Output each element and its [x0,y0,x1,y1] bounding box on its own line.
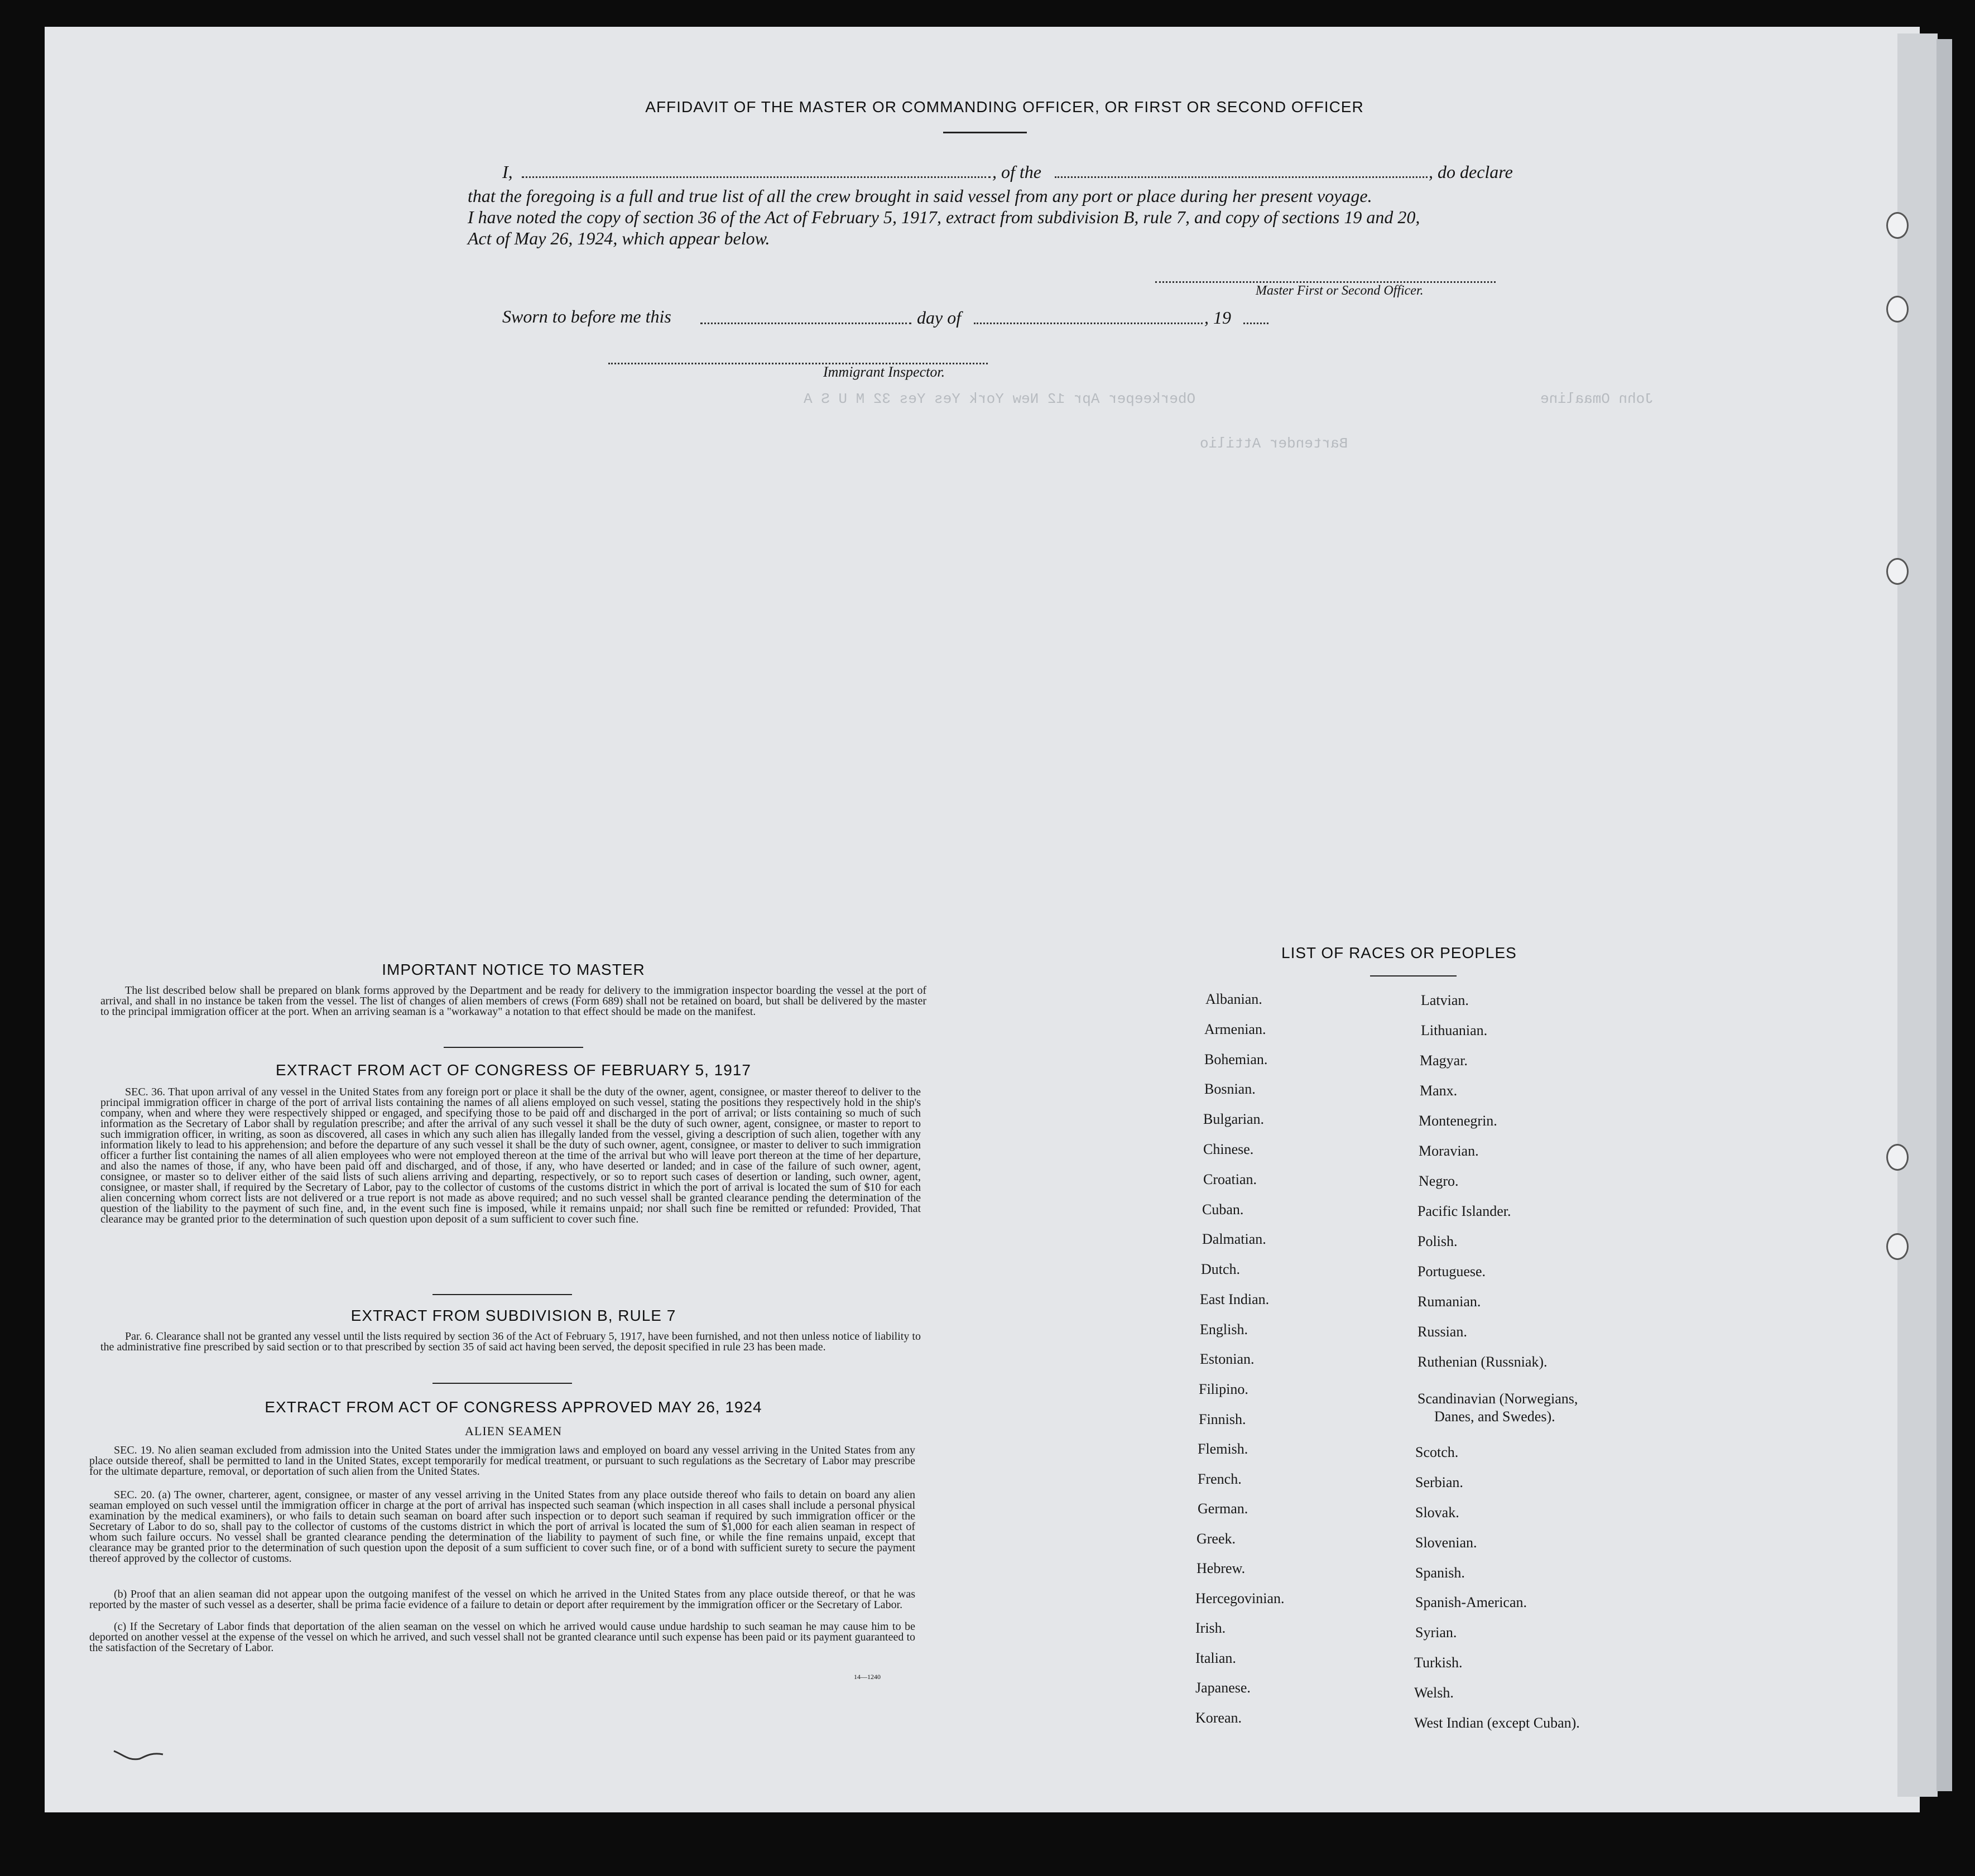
race-item: Japanese. [1195,1680,1251,1696]
officer-caption: Master First or Second Officer. [1256,283,1424,298]
race-item: Hercegovinian. [1195,1590,1285,1606]
underlying-page-edge-dark [1936,39,1952,1791]
race-item: Danes, and Swedes). [1434,1408,1555,1425]
race-item: Negro. [1419,1173,1459,1189]
hole-punch [1886,212,1909,239]
race-item: Filipino. [1199,1381,1248,1397]
affidavit-i-label: I, [502,162,513,182]
races-title-rule [1370,975,1457,977]
race-item: Serbian. [1415,1474,1463,1490]
pencil-mark [112,1747,167,1763]
sec-20a-text: SEC. 20. (a) The owner, charterer, agent, consignee, or master of any vessel arriving in the United States from any place outside thereof who fails to detain on board any alien seaman employed on such vessel until the immigration officer in charge at the port of arrival has inspected such seaman (which inspection in all cases shall include a personal physical examination by the medical examiners), or who fails to detain such seaman on board after such inspection or to deport such seaman if required by such immigration officer or the Secretary of Labor to do so, shall pay to the collector of customs of the customs district in which the port of arrival is located the sum of $1,000 for each alien seaman in respect of whom such failure occurs. No vessel shall be granted clearance pending the determination of the liability to payment of such fine, or while the fine remains unpaid, except that clearance may be granted prior to the determination of such question upon the deposit of a sum sufficient to cover such fine, or of a bond with sufficient surety to secure the payment thereof approved by the collector of customs. [89,1489,915,1565]
race-item: Irish. [1195,1620,1226,1636]
inspector-caption: Immigrant Inspector. [823,364,945,380]
name-blank [522,176,991,178]
hole-punch [1886,1233,1909,1260]
race-item: Ruthenian (Russniak). [1417,1354,1548,1370]
race-item: East Indian. [1200,1291,1270,1307]
race-item: Montenegrin. [1419,1113,1497,1129]
race-item: French. [1198,1471,1242,1487]
race-item: Latvian. [1421,992,1469,1008]
race-item: Estonian. [1200,1351,1255,1367]
sec-20b-text: (b) Proof that an alien seaman did not appear upon the outgoing manifest of the vessel on which he arrived in the United States from any place outside thereof, or that he was reported by the master of such vessel as a deserter, shall be prima facie evidence of a failure to detain or deport after requirement by the immigration officer or the Secretary of Labor. [89,1588,915,1611]
affidavit-declare-label: , do declare [1429,162,1513,182]
sec-20c-text: (c) If the Secretary of Labor finds that deportation of the alien seaman on the vessel on which he arrived would cause undue hardship to such seaman he may cause him to be deported on another vessel at the expense of the vessel on which he arrived, and such vessel shall not be granted clearance until such expense has been paid or its payment guaranteed to the satisfaction of the Secretary of Labor. [89,1620,915,1654]
affidavit-line-2: that the foregoing is a full and true list of all the crew brought in said vessel from any port or place during her present voyage. [468,186,1372,206]
races-title: LIST OF RACES OR PEOPLES [1281,944,1517,961]
race-item: Cuban. [1202,1201,1244,1218]
race-item: Portuguese. [1417,1263,1486,1279]
officer-signature-line [1155,281,1496,283]
race-item: Italian. [1195,1650,1236,1666]
race-item: Bosnian. [1204,1081,1256,1097]
affidavit-line-4: Act of May 26, 1924, which appear below. [468,228,770,248]
race-item: Pacific Islander. [1417,1203,1511,1219]
alien-seamen-subtitle: ALIEN SEAMEN [465,1424,562,1438]
affidavit-of-the-label: , of the [992,162,1041,182]
race-item: Slovak. [1415,1504,1459,1521]
sworn-day-blank [700,323,911,324]
race-item: German. [1198,1500,1248,1517]
race-item: Bulgarian. [1203,1111,1265,1127]
notice-title: IMPORTANT NOTICE TO MASTER [382,961,645,978]
notice-text: The list described below shall be prepared on blank forms approved by the Department and be ready for delivery to the immigration inspector boarding the vessel at the port of arrival, and shall in no instance be taken from the vessel. The list of changes of alien members of crews (Form 689) shall not be retained on board, but shall be delivered by the master to the principal immigration officer at the port. When an arriving seaman is a "workaway" a notation to that effect should be made on the manifest. [100,984,926,1018]
section-rule [433,1383,572,1384]
race-item: Russian. [1417,1324,1467,1340]
race-item: Chinese. [1203,1141,1254,1157]
extract-1924-title: EXTRACT FROM ACT OF CONGRESS APPROVED MAY 26, 1924 [265,1398,762,1416]
day-of-label: day of [917,307,962,328]
race-item: Greek. [1196,1531,1236,1547]
race-item: Manx. [1420,1083,1458,1099]
form-number: 14—1240 [854,1673,881,1681]
race-item: Spanish. [1415,1565,1465,1581]
year-label: , 19 [1204,307,1231,328]
title-rule [943,132,1027,133]
bleed-through-text: John Omaaline [1540,391,1654,407]
race-item: Bohemian. [1204,1051,1268,1067]
hole-punch [1886,1144,1909,1171]
affidavit-line-3: I have noted the copy of section 36 of the Act of February 5, 1917, extract from subdivision B, rule 7, and copy of sections 19 and 20, [468,207,1420,227]
race-item: Turkish. [1414,1654,1463,1671]
race-item: Armenian. [1204,1021,1266,1037]
race-item: Scandinavian (Norwegians, [1417,1391,1578,1407]
race-item: Finnish. [1199,1411,1246,1427]
bleed-through-text: Oberkeeper Apr 12 New York Yes Yes 32 M U S A [804,391,1196,407]
section-rule [444,1047,583,1048]
race-item: Magyar. [1420,1052,1468,1069]
race-item: Korean. [1195,1710,1242,1726]
race-item: Croatian. [1203,1171,1257,1187]
affidavit-title: AFFIDAVIT OF THE MASTER OR COMMANDING OFFICER, OR FIRST OR SECOND OFFICER [645,98,1364,116]
race-item: Slovenian. [1415,1535,1477,1551]
race-item: West Indian (except Cuban). [1414,1715,1580,1731]
vessel-blank [1055,176,1428,178]
race-item: Hebrew. [1196,1560,1246,1576]
sworn-month-blank [974,323,1203,324]
hole-punch [1886,558,1909,585]
race-item: Moravian. [1419,1143,1479,1159]
race-item: Dutch. [1201,1261,1241,1277]
race-item: English. [1200,1321,1248,1338]
extract-1917-title: EXTRACT FROM ACT OF CONGRESS OF FEBRUARY 5, 1917 [276,1061,751,1079]
race-item: Syrian. [1415,1624,1457,1641]
race-item: Lithuanian. [1421,1022,1488,1038]
section-rule [433,1294,572,1295]
race-item: Polish. [1417,1233,1458,1249]
sworn-year-blank [1243,323,1268,324]
race-item: Dalmatian. [1202,1231,1266,1247]
race-item: Scotch. [1415,1444,1459,1460]
race-item: Welsh. [1414,1685,1454,1701]
race-item: Flemish. [1198,1441,1248,1457]
subdivision-b-text: Par. 6. Clearance shall not be granted any vessel until the lists required by section 36 of the Act of February 5, 1917, have been furnished, and not then unless notice of liability to the administrative fine prescribed by said section or to that prescribed by section 35 of said act having been served, the deposit specified in rule 23 has been made. [100,1330,921,1353]
race-item: Albanian. [1205,991,1262,1007]
bleed-through-text: Bartender Attilio [1200,435,1348,452]
sworn-label: Sworn to before me this [502,306,671,326]
hole-punch [1886,296,1909,323]
race-item: Rumanian. [1417,1293,1481,1310]
subdivision-b-title: EXTRACT FROM SUBDIVISION B, RULE 7 [350,1307,676,1324]
race-item: Spanish-American. [1415,1594,1527,1610]
extract-1917-text: SEC. 36. That upon arrival of any vessel in the United States from any foreign port or place it shall be the duty of the owner, agent, consignee, or master thereof to deliver to the principal immigration officer in charge of the port of arrival lists containing the names of all aliens employed on such vessel, stating the positions they respectively hold in the ship's company, when and where they were respectively shipped or engaged, and specifying those to be paid off and discharged in the port of arrival; or lists containing so much of such information as the Secretary of Labor shall by regulation prescribe; and after the arrival of any such vessel it shall be the duty of such owner, agent, consignee, or master to report to such immigration officer, in writing, as soon as discovered, all cases in which any such alien has illegally landed from the vessel, giving a description of such alien, together with any information likely to lead to his apprehension; and before the departure of any such vessel it shall be the duty of such owner, agent, consignee, or master to deliver to such immigration officer a further list containing the names of all alien employees who were not employed thereon at the time of the arrival but who will leave port thereon at the time of her departure, and also the names of those, if any, who have been paid off and discharged, and of those, if any, who have deserted or landed; and in case of the failure of such owner, agent, consignee, or master so to deliver either of the said lists of such aliens arriving and departing, respectively, or so to report such cases of desertion or landing, such owner, agent, consignee, or master shall, if required by the Secretary of Labor, pay to the collector of customs of the customs district in which the port of arrival is located the sum of $10 for each alien concerning whom correct lists are not delivered or a true report is not made as above required; and no such vessel shall be granted clearance pending the determination of the question of the liability to the payment of such fine, and, in the event such fine is imposed, while it remains unpaid; nor shall such fine be remitted or refunded: Provided, That clearance may be granted prior to the determination of such question upon deposit of a sum sufficient to cover such fine. [100,1086,921,1225]
sec-19-text: SEC. 19. No alien seaman excluded from admission into the United States under the immigration laws and employed on board any vessel arriving in the United States from any place outside thereof, shall be permitted to land in the United States, except temporarily for medical treatment, or pursuant to such regulations as the Secretary of Labor may prescribe for the ultimate departure, removal, or deportation of such alien from the United States. [89,1444,915,1478]
